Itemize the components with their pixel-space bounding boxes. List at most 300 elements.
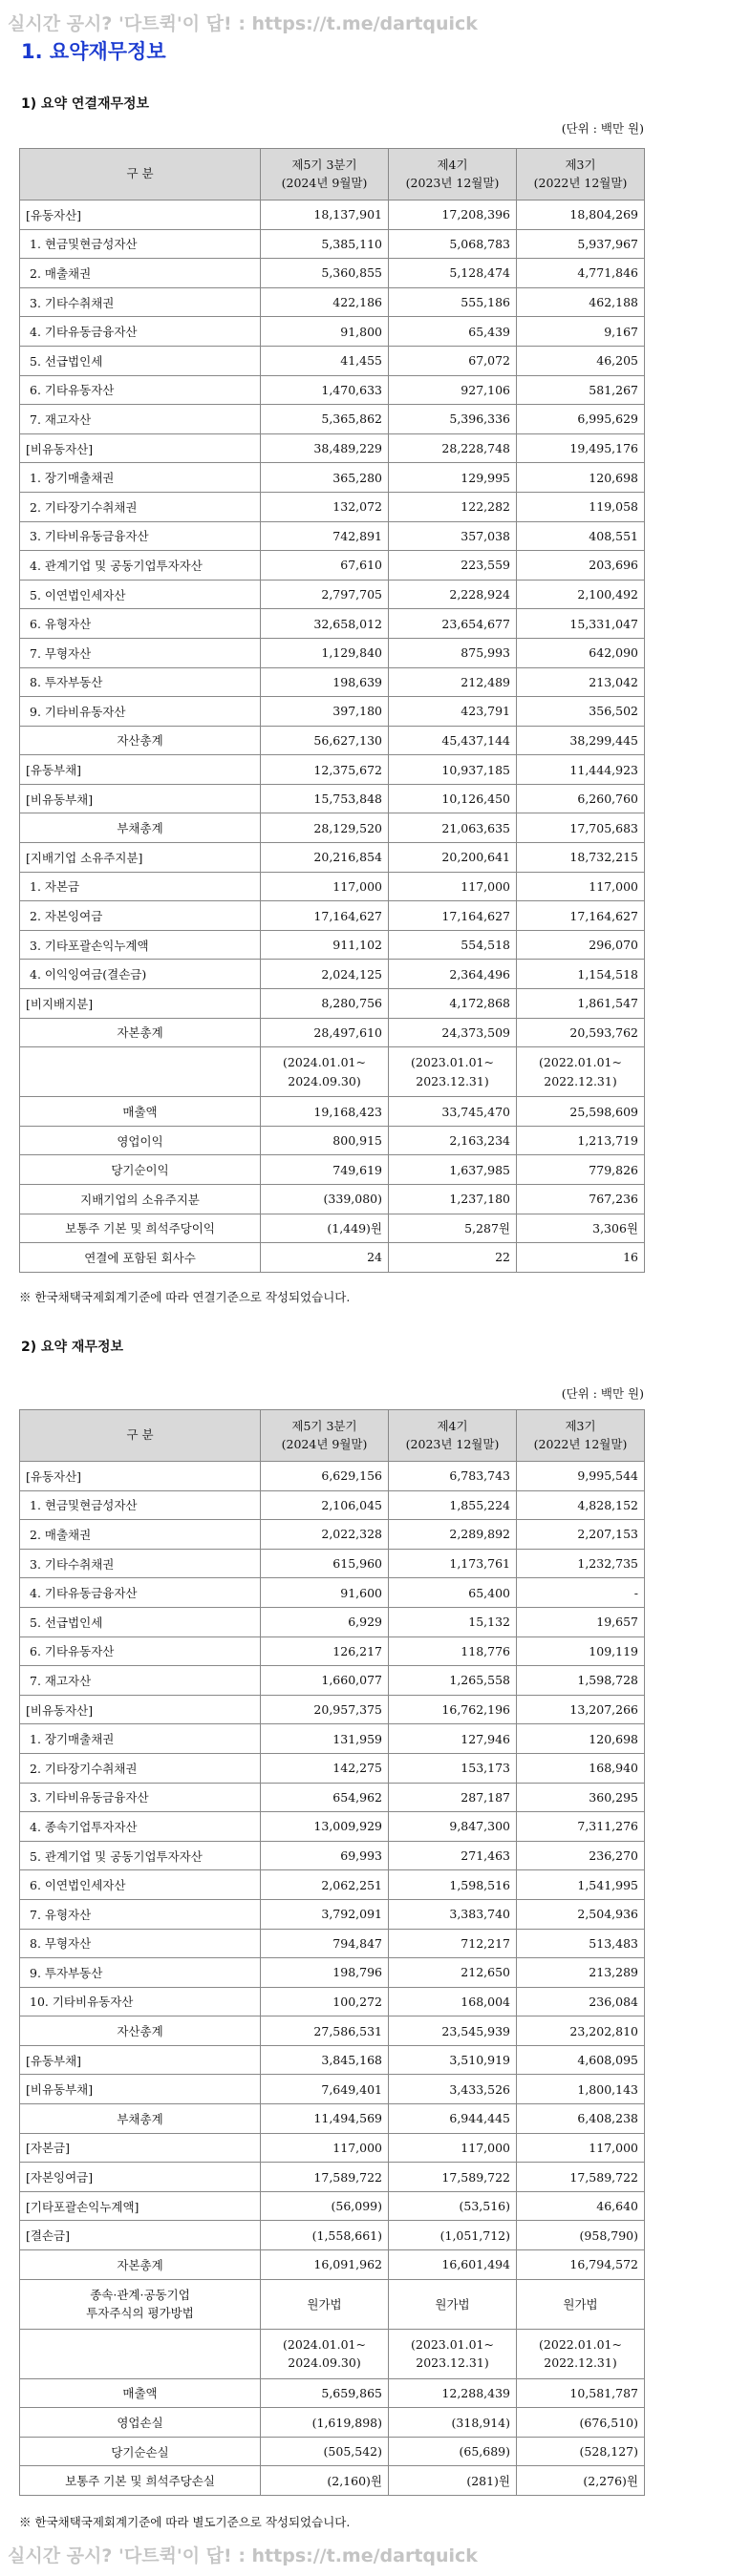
value-cell: 12,288,439: [389, 2378, 517, 2408]
value-cell: 422,186: [261, 287, 389, 317]
value-cell: 423,791: [389, 697, 517, 727]
row-label: [비유동부채]: [20, 2075, 261, 2104]
value-cell: 1,800,143: [517, 2075, 645, 2104]
value-cell: 20,957,375: [261, 1695, 389, 1724]
row-label: 보통주 기본 및 희석주당이익: [20, 1214, 261, 1243]
value-cell: 원가법: [261, 2279, 389, 2329]
value-cell: 16,762,196: [389, 1695, 517, 1724]
table-row: [20, 1899, 645, 1929]
value-cell: 6,408,238: [517, 2104, 645, 2134]
value-cell: 28,228,748: [389, 433, 517, 463]
value-cell: 203,696: [517, 551, 645, 581]
value-cell: 3,383,740: [389, 1899, 517, 1929]
value-cell: 3,845,168: [261, 2045, 389, 2075]
table-row: [20, 2279, 645, 2329]
value-cell: 2,022,328: [261, 1520, 389, 1550]
value-cell: (339,080): [261, 1185, 389, 1214]
value-cell: 23,654,677: [389, 609, 517, 639]
table-row: [20, 2221, 645, 2250]
row-label: 6. 유형자산: [20, 609, 261, 639]
value-cell: 168,940: [517, 1753, 645, 1783]
table-row: [20, 433, 645, 463]
table-row: [20, 1636, 645, 1666]
table-row: [20, 229, 645, 259]
value-cell: 767,236: [517, 1185, 645, 1214]
header-q3-2024: [261, 149, 389, 201]
cell-line: 종속·관계·공동기업: [90, 2287, 190, 2302]
header-period: 제5기 3분기: [291, 1419, 357, 1434]
value-cell: 1,129,840: [261, 638, 389, 667]
header-period: 제4기: [437, 158, 468, 173]
table-row: [20, 2408, 645, 2438]
table-row: [20, 201, 645, 230]
row-label: [20, 2279, 261, 2329]
header-date: (2024년 9월말): [281, 175, 368, 190]
value-cell: 10,581,787: [517, 2378, 645, 2408]
value-cell: 271,463: [389, 1841, 517, 1870]
row-label: 1. 현금및현금성자산: [20, 1490, 261, 1520]
row-label: 매출액: [20, 1097, 261, 1127]
row-label: 연결에 포함된 회사수: [20, 1243, 261, 1273]
value-cell: 16,794,572: [517, 2250, 645, 2280]
table-row: [20, 2016, 645, 2046]
value-cell: 1,660,077: [261, 1666, 389, 1696]
table-row: [20, 1520, 645, 1550]
value-cell: 21,063,635: [389, 813, 517, 843]
row-label: 자산총계: [20, 726, 261, 755]
value-cell: 10,126,450: [389, 784, 517, 813]
value-cell: 10,937,185: [389, 755, 517, 785]
value-cell: 38,299,445: [517, 726, 645, 755]
value-cell: 7,311,276: [517, 1812, 645, 1842]
value-cell: 712,217: [389, 1929, 517, 1958]
cell-line: (2023.01.01~: [411, 2336, 494, 2352]
value-cell: 213,042: [517, 667, 645, 697]
value-cell: 5,659,865: [261, 2378, 389, 2408]
page-title: 1. 요약재무정보: [21, 40, 166, 63]
table-row: [20, 1783, 645, 1812]
value-cell: 5,360,855: [261, 259, 389, 288]
value-cell: 91,800: [261, 317, 389, 347]
table-row: [20, 2378, 645, 2408]
row-label: 7. 무형자산: [20, 638, 261, 667]
header-fy-2023: [389, 149, 517, 201]
header-date: (2022년 12월말): [533, 1436, 628, 1451]
row-label: 5. 선급법인세: [20, 346, 261, 375]
row-label: 자본총계: [20, 1018, 261, 1047]
value-cell: 18,732,215: [517, 843, 645, 873]
row-label: 매출액: [20, 2378, 261, 2408]
value-cell: (318,914): [389, 2408, 517, 2438]
value-cell: 20,216,854: [261, 843, 389, 873]
value-cell: 7,649,401: [261, 2075, 389, 2104]
cell-line: 2022.12.31): [544, 2355, 617, 2371]
table-row: [20, 1097, 645, 1127]
value-cell: 41,455: [261, 346, 389, 375]
table-row: [20, 872, 645, 901]
value-cell: 25,598,609: [517, 1097, 645, 1127]
value-cell: 1,237,180: [389, 1185, 517, 1214]
value-cell: (528,127): [517, 2437, 645, 2466]
header-q3-2024: [261, 1410, 389, 1462]
value-cell: 1,470,633: [261, 375, 389, 405]
row-label: [유동자산]: [20, 1462, 261, 1491]
value-cell: 1,265,558: [389, 1666, 517, 1696]
row-label: [유동부채]: [20, 755, 261, 785]
value-cell: 1,861,547: [517, 989, 645, 1019]
table-row: [20, 2437, 645, 2466]
row-label: 4. 기타유동금융자산: [20, 317, 261, 347]
value-cell: (53,516): [389, 2191, 517, 2221]
value-cell: 19,168,423: [261, 1097, 389, 1127]
value-cell: 9,167: [517, 317, 645, 347]
table-row: [20, 697, 645, 727]
table-row: [20, 726, 645, 755]
value-cell: 749,619: [261, 1155, 389, 1185]
value-cell: 5,385,110: [261, 229, 389, 259]
value-cell: 17,164,627: [389, 901, 517, 931]
table-row: [20, 2104, 645, 2134]
value-cell: 911,102: [261, 930, 389, 960]
value-cell: 513,483: [517, 1929, 645, 1958]
value-cell: 365,280: [261, 463, 389, 493]
cell-line: (2023.01.01~: [411, 1055, 494, 1070]
value-cell: 779,826: [517, 1155, 645, 1185]
value-cell: 3,792,091: [261, 1899, 389, 1929]
value-cell: 129,995: [389, 463, 517, 493]
section-1-note: ※ 한국채택국제회계기준에 따라 연결기준으로 작성되었습니다.: [19, 1290, 351, 1304]
row-label: 3. 기타수취채권: [20, 287, 261, 317]
row-label: 부채총계: [20, 2104, 261, 2134]
value-cell: 91,600: [261, 1578, 389, 1608]
value-cell: 12,375,672: [261, 755, 389, 785]
value-cell: 117,000: [389, 2133, 517, 2163]
row-label: 6. 이연법인세자산: [20, 1870, 261, 1900]
value-cell: 2,106,045: [261, 1490, 389, 1520]
value-cell: 2,163,234: [389, 1126, 517, 1155]
value-cell: 462,188: [517, 287, 645, 317]
value-cell: 6,629,156: [261, 1462, 389, 1491]
value-cell: 800,915: [261, 1126, 389, 1155]
row-label: [비유동부채]: [20, 784, 261, 813]
table-row: [20, 1549, 645, 1578]
row-label: 7. 재고자산: [20, 405, 261, 434]
table-row: [20, 784, 645, 813]
table-row: [20, 930, 645, 960]
table-row: [20, 259, 645, 288]
row-label: 2. 매출채권: [20, 1520, 261, 1550]
value-cell: (56,099): [261, 2191, 389, 2221]
value-cell: 120,698: [517, 463, 645, 493]
table-row: [20, 843, 645, 873]
value-cell: 5,396,336: [389, 405, 517, 434]
value-cell: 24,373,509: [389, 1018, 517, 1047]
value-cell: 2,504,936: [517, 1899, 645, 1929]
cell-line: 2022.12.31): [544, 1073, 617, 1088]
value-cell: 126,217: [261, 1636, 389, 1666]
value-cell: 212,650: [389, 1958, 517, 1988]
value-cell: 1,855,224: [389, 1490, 517, 1520]
value-cell: 875,993: [389, 638, 517, 667]
period-cell: [517, 1047, 645, 1097]
consolidated-financial-table: [19, 148, 645, 1273]
value-cell: (1,051,712): [389, 2221, 517, 2250]
value-cell: 117,000: [261, 872, 389, 901]
table-row: [20, 813, 645, 843]
value-cell: (505,542): [261, 2437, 389, 2466]
value-cell: 5,068,783: [389, 229, 517, 259]
value-cell: 27,586,531: [261, 2016, 389, 2046]
table-row: [20, 1214, 645, 1243]
table-row: [20, 1607, 645, 1636]
value-cell: 16,091,962: [261, 2250, 389, 2280]
header-fy-2022: [517, 149, 645, 201]
row-label: [20, 1047, 261, 1097]
row-label: [비유동자산]: [20, 1695, 261, 1724]
value-cell: 132,072: [261, 492, 389, 521]
cell-line: 2023.12.31): [416, 2355, 489, 2371]
table-row: [20, 1018, 645, 1047]
value-cell: 581,267: [517, 375, 645, 405]
table-row: [20, 375, 645, 405]
value-cell: 6,995,629: [517, 405, 645, 434]
value-cell: 2,100,492: [517, 580, 645, 609]
value-cell: 1,154,518: [517, 960, 645, 989]
row-label: [자본금]: [20, 2133, 261, 2163]
value-cell: 615,960: [261, 1549, 389, 1578]
value-cell: 100,272: [261, 1987, 389, 2016]
row-label: [유동부채]: [20, 2045, 261, 2075]
table-row: [20, 960, 645, 989]
value-cell: 69,993: [261, 1841, 389, 1870]
value-cell: 15,331,047: [517, 609, 645, 639]
cell-line: 2024.09.30): [288, 1073, 361, 1088]
cell-line: (2022.01.01~: [539, 2336, 622, 2352]
table-row: [20, 1666, 645, 1696]
watermark-top: 실시간 공시? '다트퀵'이 답! : https://t.me/dartquick: [8, 13, 478, 34]
header-period: 제3기: [565, 1419, 596, 1434]
row-label: 8. 무형자산: [20, 1929, 261, 1958]
value-cell: 168,004: [389, 1987, 517, 2016]
value-cell: 654,962: [261, 1783, 389, 1812]
cell-line: (2024.01.01~: [283, 2336, 366, 2352]
table-row: [20, 2466, 645, 2496]
table-row: [20, 2045, 645, 2075]
value-cell: 11,444,923: [517, 755, 645, 785]
table-row: [20, 1490, 645, 1520]
watermark-bottom: 실시간 공시? '다트퀵'이 답! : https://t.me/dartquick: [8, 2545, 478, 2566]
row-label: [비유동자산]: [20, 433, 261, 463]
table-row: [20, 521, 645, 551]
value-cell: 356,502: [517, 697, 645, 727]
value-cell: 2,062,251: [261, 1870, 389, 1900]
header-date: (2023년 12월말): [405, 175, 500, 190]
table-row: [20, 1578, 645, 1608]
table-row: [20, 667, 645, 697]
table-row: [20, 1958, 645, 1988]
value-cell: 5,365,862: [261, 405, 389, 434]
value-cell: 4,172,868: [389, 989, 517, 1019]
table-row: [20, 1462, 645, 1491]
value-cell: 120,698: [517, 1724, 645, 1754]
row-label: 5. 선급법인세: [20, 1607, 261, 1636]
row-label: 2. 기타장기수취채권: [20, 1753, 261, 1783]
value-cell: 153,173: [389, 1753, 517, 1783]
row-label: 3. 기타포괄손익누계액: [20, 930, 261, 960]
table-row: [20, 755, 645, 785]
header-fy-2022: [517, 1410, 645, 1462]
value-cell: 794,847: [261, 1929, 389, 1958]
value-cell: (676,510): [517, 2408, 645, 2438]
value-cell: 1,232,735: [517, 1549, 645, 1578]
table-row: [20, 405, 645, 434]
value-cell: 13,009,929: [261, 1812, 389, 1842]
row-label: 1. 장기매출채권: [20, 463, 261, 493]
table-row: [20, 2075, 645, 2104]
value-cell: 2,207,153: [517, 1520, 645, 1550]
section-2-unit: (단위 : 백만 원): [561, 1386, 644, 1401]
row-label: 6. 기타유동자산: [20, 1636, 261, 1666]
table-row: [20, 2163, 645, 2192]
value-cell: 127,946: [389, 1724, 517, 1754]
header-date: (2024년 9월말): [281, 1436, 368, 1451]
cell-line: 2024.09.30): [288, 2355, 361, 2371]
value-cell: 5,937,967: [517, 229, 645, 259]
value-cell: -: [517, 1578, 645, 1608]
value-cell: 32,658,012: [261, 609, 389, 639]
value-cell: 23,545,939: [389, 2016, 517, 2046]
value-cell: 142,275: [261, 1753, 389, 1783]
value-cell: 16,601,494: [389, 2250, 517, 2280]
header-period: 제3기: [565, 158, 596, 173]
row-label: 9. 투자부동산: [20, 1958, 261, 1988]
row-label: 3. 기타비유동금융자산: [20, 521, 261, 551]
value-cell: 223,559: [389, 551, 517, 581]
value-cell: 46,205: [517, 346, 645, 375]
period-cell: [261, 2329, 389, 2378]
value-cell: 4,771,846: [517, 259, 645, 288]
value-cell: 5,128,474: [389, 259, 517, 288]
value-cell: 22: [389, 1243, 517, 1273]
value-cell: 1,598,728: [517, 1666, 645, 1696]
value-cell: 17,705,683: [517, 813, 645, 843]
section-1-unit: (단위 : 백만 원): [561, 121, 644, 136]
section-2-heading: 2) 요약 재무정보: [21, 1340, 124, 1355]
row-label: 3. 기타비유동금융자산: [20, 1783, 261, 1812]
separate-financial-table: [19, 1409, 645, 2496]
value-cell: 67,610: [261, 551, 389, 581]
cell-line: (2022.01.01~: [539, 1055, 622, 1070]
row-label: [유동자산]: [20, 201, 261, 230]
value-cell: 198,639: [261, 667, 389, 697]
header-category: 구 분: [20, 1410, 261, 1462]
value-cell: 6,783,743: [389, 1462, 517, 1491]
value-cell: 131,959: [261, 1724, 389, 1754]
value-cell: 원가법: [389, 2279, 517, 2329]
value-cell: 6,929: [261, 1607, 389, 1636]
value-cell: 555,186: [389, 287, 517, 317]
table-row: [20, 1243, 645, 1273]
value-cell: 360,295: [517, 1783, 645, 1812]
table-row: [20, 1155, 645, 1185]
row-label: 7. 유형자산: [20, 1899, 261, 1929]
table-row: [20, 2191, 645, 2221]
value-cell: (1,449)원: [261, 1214, 389, 1243]
value-cell: 9,995,544: [517, 1462, 645, 1491]
value-cell: (65,689): [389, 2437, 517, 2466]
value-cell: 17,164,627: [517, 901, 645, 931]
value-cell: (281)원: [389, 2466, 517, 2496]
value-cell: 19,657: [517, 1607, 645, 1636]
value-cell: 118,776: [389, 1636, 517, 1666]
table-row: [20, 989, 645, 1019]
value-cell: 1,173,761: [389, 1549, 517, 1578]
table-row: [20, 1047, 645, 1097]
value-cell: 65,439: [389, 317, 517, 347]
value-cell: 16: [517, 1243, 645, 1273]
row-label: [비지배지분]: [20, 989, 261, 1019]
row-label: 자산총계: [20, 2016, 261, 2046]
value-cell: 117,000: [517, 872, 645, 901]
value-cell: 2,228,924: [389, 580, 517, 609]
value-cell: 236,270: [517, 1841, 645, 1870]
cell-line: 2023.12.31): [416, 1073, 489, 1088]
value-cell: 6,944,445: [389, 2104, 517, 2134]
table-row: [20, 1126, 645, 1155]
value-cell: 2,024,125: [261, 960, 389, 989]
table-row: [20, 2133, 645, 2163]
value-cell: 1,213,719: [517, 1126, 645, 1155]
row-label: 영업손실: [20, 2408, 261, 2438]
value-cell: 45,437,144: [389, 726, 517, 755]
value-cell: 2,289,892: [389, 1520, 517, 1550]
row-label: [기타포괄손익누계액]: [20, 2191, 261, 2221]
value-cell: 742,891: [261, 521, 389, 551]
value-cell: 13,207,266: [517, 1695, 645, 1724]
table-row: [20, 901, 645, 931]
value-cell: 20,200,641: [389, 843, 517, 873]
value-cell: 927,106: [389, 375, 517, 405]
table-row: [20, 463, 645, 493]
value-cell: 3,433,526: [389, 2075, 517, 2104]
value-cell: (2,276)원: [517, 2466, 645, 2496]
row-label: 1. 현금및현금성자산: [20, 229, 261, 259]
table-row: [20, 609, 645, 639]
value-cell: 287,187: [389, 1783, 517, 1812]
row-label: 당기순손실: [20, 2437, 261, 2466]
table-row: [20, 2329, 645, 2378]
row-label: 7. 재고자산: [20, 1666, 261, 1696]
period-cell: [261, 1047, 389, 1097]
table-row: [20, 317, 645, 347]
value-cell: (1,619,898): [261, 2408, 389, 2438]
row-label: 2. 자본잉여금: [20, 901, 261, 931]
table-row: [20, 287, 645, 317]
value-cell: 2,364,496: [389, 960, 517, 989]
row-label: 3. 기타수취채권: [20, 1549, 261, 1578]
value-cell: (2,160)원: [261, 2466, 389, 2496]
row-label: 지배기업의 소유주지분: [20, 1185, 261, 1214]
table-row: [20, 1929, 645, 1958]
value-cell: 296,070: [517, 930, 645, 960]
row-label: 5. 관계기업 및 공동기업투자자산: [20, 1841, 261, 1870]
header-category: 구 분: [20, 149, 261, 201]
value-cell: 46,640: [517, 2191, 645, 2221]
row-label: [결손금]: [20, 2221, 261, 2250]
section-1-heading: 1) 요약 연결재무정보: [21, 96, 150, 112]
value-cell: 24: [261, 1243, 389, 1273]
row-label: 2. 매출채권: [20, 259, 261, 288]
